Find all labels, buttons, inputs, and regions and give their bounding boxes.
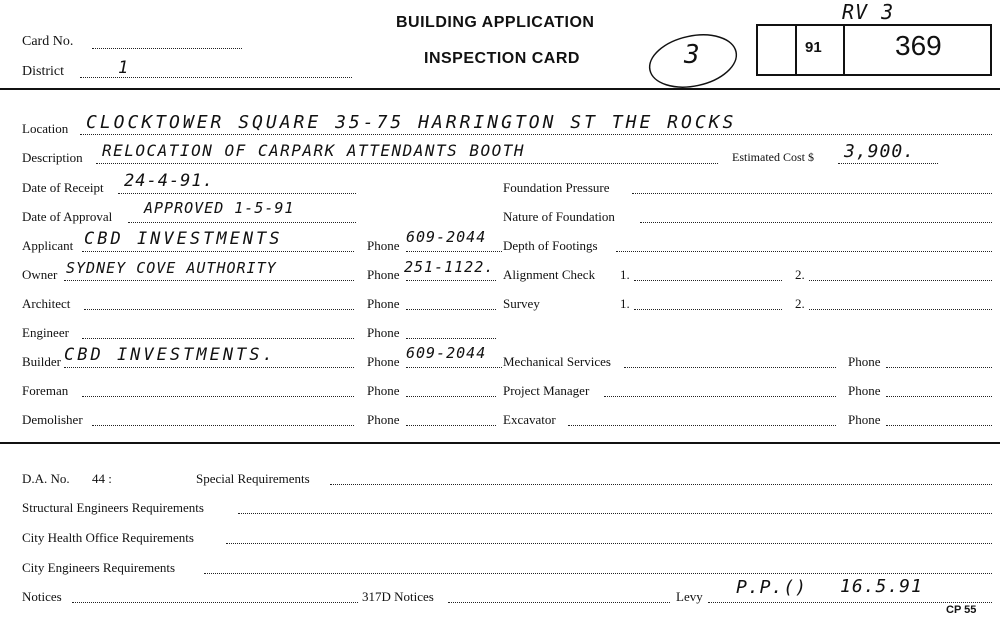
date-of-receipt-value: 24-4-91. [124,171,214,191]
box-prefix: 91 [805,39,822,56]
applicant-label: Applicant [22,238,74,253]
excavator-line [568,425,836,426]
estimated-cost-line [838,163,938,164]
demolisher-label: Demolisher [22,412,83,427]
form-code: CP 55 [946,604,977,616]
mechanical-services-phone-label: Phone [848,354,881,369]
excavator-label: Excavator [503,412,556,427]
owner-phone-line [406,280,496,281]
applicant-phone-label: Phone [367,238,400,253]
excavator-phone-line [886,425,992,426]
foreman-line [82,396,354,397]
demolisher-phone-label: Phone [367,412,400,427]
survey-line-1 [634,309,782,310]
foreman-label: Foreman [22,383,69,398]
foreman-phone-label: Phone [367,383,400,398]
alignment-check-label: Alignment Check [503,267,596,282]
description-label: Description [22,150,83,165]
description-line [96,163,718,164]
levy-date: 16.5.91 [840,576,923,597]
owner-line [64,280,354,281]
district-value: 1 [118,58,130,78]
applicant-value: CBD INVESTMENTS [84,229,283,249]
builder-phone-label: Phone [367,354,400,369]
notices-317d-line [448,602,670,603]
engineer-phone-line [406,338,496,339]
city-health-line [226,543,992,544]
circled-number: 3 [684,40,701,70]
applicant-line [82,251,354,252]
location-line [80,134,992,135]
card-number-box [756,24,992,76]
date-of-approval-line [128,222,356,223]
special-requirements-label: Special Requirements [196,471,310,486]
structural-engineers-line [238,513,992,514]
alignment-check-num-2: 2. [795,267,805,282]
foundation-pressure-label: Foundation Pressure [503,180,610,195]
builder-phone-line [406,367,502,368]
description-value: RELOCATION OF CARPARK ATTENDANTS BOOTH [102,141,526,160]
box-divider-2 [843,24,845,76]
engineer-line [82,338,354,339]
levy-label: Levy [676,589,703,604]
owner-phone-value: 251-1122. [404,258,495,276]
district-label: District [22,64,64,79]
title-line-1: BUILDING APPLICATION [396,14,595,31]
levy-value: P.P.() [736,577,808,598]
survey-num-1: 1. [620,296,630,311]
card-no-dotted-line [92,48,242,49]
box-divider-1 [795,24,797,76]
builder-value: CBD INVESTMENTS. [64,345,276,365]
mechanical-services-line [624,367,836,368]
da-no-value: 44 : [92,471,112,486]
city-engineers-label: City Engineers Requirements [22,560,176,575]
card-no-label: Card No. [22,34,74,49]
survey-num-2: 2. [795,296,805,311]
builder-phone-value: 609-2044 [406,344,487,362]
depth-of-footings-line [616,251,992,252]
project-manager-line [604,396,836,397]
location-label: Location [22,121,69,136]
mechanical-services-phone-line [886,367,992,368]
applicant-phone-value: 609-2044 [406,228,487,246]
alignment-check-line-2 [809,280,992,281]
nature-of-foundation-line [640,222,992,223]
survey-label: Survey [503,296,540,311]
owner-phone-label: Phone [367,267,400,282]
architect-phone-line [406,309,496,310]
survey-line-2 [809,309,992,310]
date-of-receipt-label: Date of Receipt [22,180,104,195]
depth-of-footings-label: Depth of Footings [503,238,598,253]
project-manager-phone-line [886,396,992,397]
demolisher-phone-line [406,425,496,426]
levy-line [708,602,992,603]
city-health-label: City Health Office Requirements [22,530,194,545]
applicant-phone-line [406,251,502,252]
date-of-approval-value: APPROVED 1-5-91 [144,199,295,217]
architect-label: Architect [22,296,71,311]
notices-317d-label: 317D Notices [362,589,434,604]
top-annotation: RV 3 [842,0,895,24]
date-of-receipt-line [118,193,356,194]
structural-engineers-label: Structural Engineers Requirements [22,500,204,515]
estimated-cost-label: Estimated Cost $ [732,150,814,164]
date-of-approval-label: Date of Approval [22,209,113,224]
architect-phone-label: Phone [367,296,400,311]
da-no-label: D.A. No. [22,471,70,486]
owner-value: SYDNEY COVE AUTHORITY [66,259,277,277]
city-engineers-line [204,573,992,574]
demolisher-line [92,425,354,426]
builder-line [64,367,354,368]
box-number: 369 [895,30,942,61]
foundation-pressure-line [632,193,992,194]
nature-of-foundation-label: Nature of Foundation [503,209,615,224]
alignment-check-num-1: 1. [620,267,630,282]
engineer-label: Engineer [22,325,69,340]
builder-label: Builder [22,354,61,369]
owner-label: Owner [22,267,58,282]
notices-label: Notices [22,589,62,604]
middle-rule [0,442,1000,444]
excavator-phone-label: Phone [848,412,881,427]
project-manager-phone-label: Phone [848,383,881,398]
architect-line [84,309,354,310]
project-manager-label: Project Manager [503,383,590,398]
title-line-2: INSPECTION CARD [424,50,580,67]
special-requirements-line [330,484,992,485]
header-rule [0,88,1000,90]
alignment-check-line-1 [634,280,782,281]
engineer-phone-label: Phone [367,325,400,340]
notices-line [72,602,358,603]
mechanical-services-label: Mechanical Services [503,354,611,369]
foreman-phone-line [406,396,496,397]
estimated-cost-value: 3,900. [844,141,916,162]
location-value: CLOCKTOWER SQUARE 35-75 HARRINGTON ST THE ROCKS [86,112,737,133]
